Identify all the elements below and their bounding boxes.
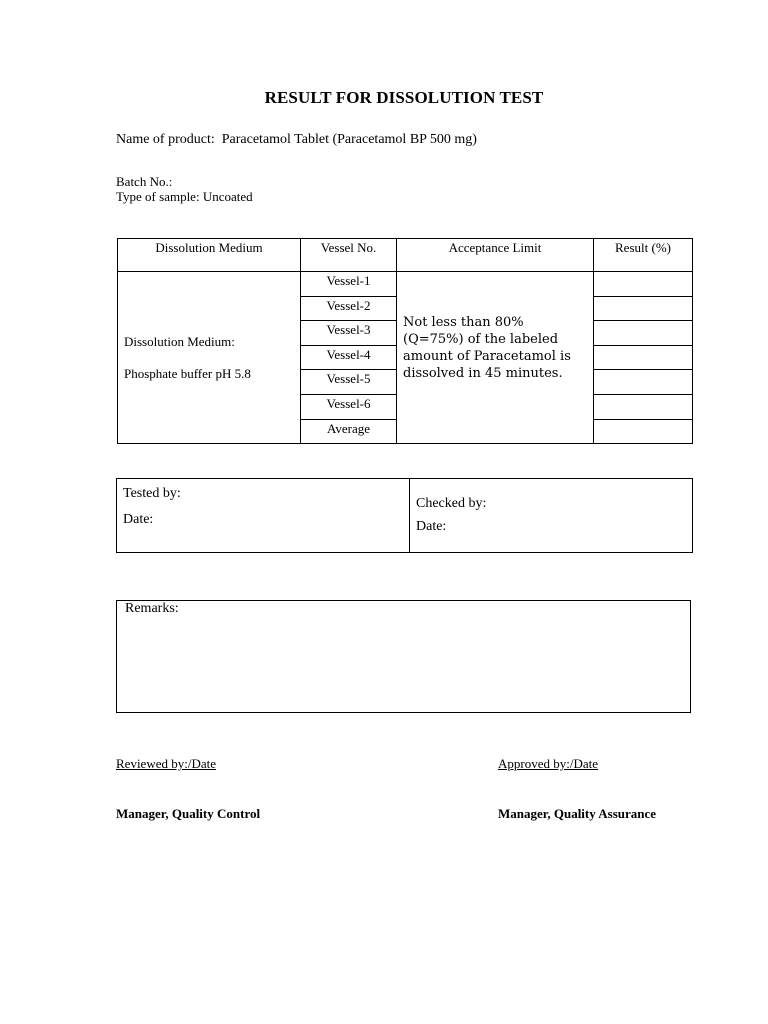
result-cell[interactable] xyxy=(594,394,693,419)
medium-label: Dissolution Medium: xyxy=(124,333,235,349)
result-cell[interactable] xyxy=(594,272,693,297)
sample-line xyxy=(116,189,253,205)
approver-role: Manager, Quality Assurance xyxy=(498,806,657,821)
header-result: Result (%) xyxy=(594,239,693,272)
product-value: Paracetamol Tablet (Paracetamol BP 500 mg) xyxy=(221,132,477,147)
medium-value: Phosphate buffer pH 5.8 xyxy=(124,365,251,381)
vessel-cell: Vessel-5 xyxy=(301,370,397,395)
remarks-label: Remarks: xyxy=(125,601,179,616)
tested-date-label: Date: xyxy=(123,512,154,527)
document-title: RESULT FOR DISSOLUTION TEST xyxy=(264,88,544,107)
result-cell[interactable] xyxy=(594,370,693,395)
result-cell[interactable] xyxy=(594,321,693,346)
result-cell-average[interactable] xyxy=(594,419,693,444)
sample-value: Uncoated xyxy=(202,189,253,204)
product-line xyxy=(116,132,477,148)
checked-date-label: Date: xyxy=(416,519,447,534)
vessel-cell: Vessel-2 xyxy=(301,296,397,321)
checked-by-label: Checked by: xyxy=(416,496,487,511)
remarks-box[interactable] xyxy=(116,600,691,713)
result-cell[interactable] xyxy=(594,296,693,321)
table-header-row xyxy=(118,239,693,272)
reviewed-by-label: Reviewed by:/Date xyxy=(116,756,216,771)
acceptance-limit-text: Not less than 80% (Q=75%) of the labeled amount of Paracetamol is dissolved in 45 minutes. xyxy=(403,314,571,381)
results-table xyxy=(117,238,693,444)
header-acceptance-limit: Acceptance Limit xyxy=(397,239,594,272)
tested-by-label: Tested by: xyxy=(123,486,181,501)
vessel-cell: Vessel-4 xyxy=(301,345,397,370)
vessel-cell: Vessel-6 xyxy=(301,394,397,419)
result-cell[interactable] xyxy=(594,345,693,370)
vessel-cell-average: Average xyxy=(301,419,397,444)
header-dissolution-medium: Dissolution Medium xyxy=(118,239,301,272)
batch-label: Batch No.: xyxy=(116,174,173,189)
table-row xyxy=(118,272,693,297)
dissolution-medium-cell xyxy=(118,272,301,444)
signoff-box xyxy=(116,478,693,553)
medium-spacer xyxy=(124,350,300,366)
sample-label: Type of sample: xyxy=(116,189,200,204)
approved-by-label: Approved by:/Date xyxy=(498,756,599,771)
header-vessel-no: Vessel No. xyxy=(301,239,397,272)
signoff-divider xyxy=(409,479,410,552)
vessel-cell: Vessel-3 xyxy=(301,321,397,346)
vessel-cell: Vessel-1 xyxy=(301,272,397,297)
product-label: Name of product: xyxy=(116,132,215,147)
reviewer-role: Manager, Quality Control xyxy=(116,806,261,821)
acceptance-limit-cell xyxy=(397,272,594,444)
